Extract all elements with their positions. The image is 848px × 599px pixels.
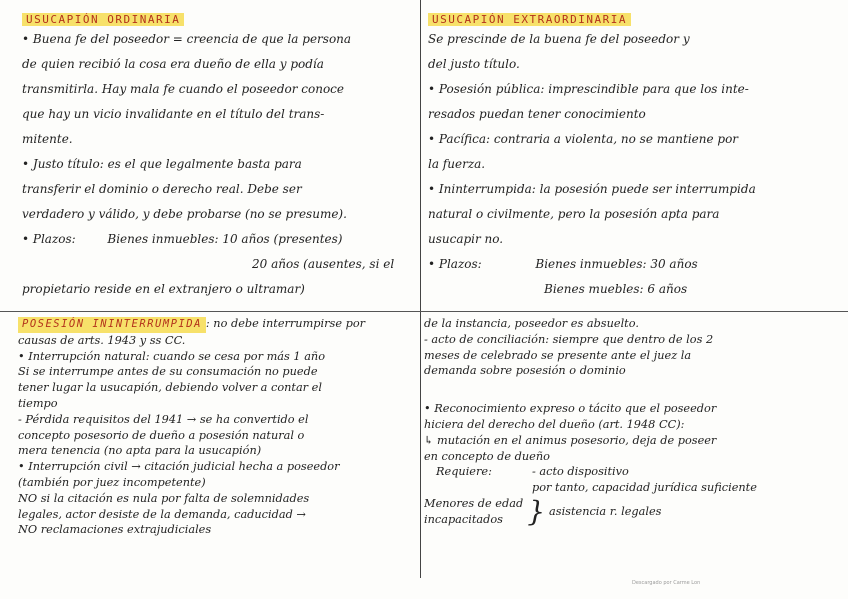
text-line: meses de celebrado se presente ante el juez la: [424, 348, 692, 362]
text-line: transmitirla. Hay mala fe cuando el poseedor conoce: [22, 82, 344, 96]
section-usucapion-extraordinaria: [428, 8, 840, 308]
text-line: verdadero y válido, y debe probarse (no se presume).: [22, 207, 347, 221]
text-line: mitente.: [22, 132, 73, 146]
plazos-value: Bienes inmuebles: 30 años: [535, 257, 698, 271]
text-line: ↳ mutación en el animus posesorio, deja de poseer: [424, 433, 717, 447]
menores-row: [424, 496, 840, 528]
text-line: - acto de conciliación: siempre que dentro de los 2: [424, 332, 714, 346]
requiere-row: [424, 464, 840, 496]
plazos-label: • Plazos:: [22, 232, 76, 246]
plazos-value: Bienes inmuebles: 10 años (presentes): [107, 232, 343, 246]
text-line: • Ininterrumpida: la posesión puede ser interrumpida: [428, 182, 756, 196]
text-line: NO si la citación es nula por falta de solemnidades: [18, 491, 310, 505]
text-line: de la instancia, poseedor es absuelto.: [424, 317, 639, 330]
requiere-item: - acto dispositivo: [532, 465, 629, 479]
text-line: tiempo: [18, 396, 58, 410]
text-line: • Interrupción natural: cuando se cesa por más 1 año: [18, 349, 326, 363]
plazos-value: 20 años (ausentes, si el: [252, 257, 395, 271]
intro-block: [428, 27, 840, 77]
heading-row: [18, 316, 418, 333]
text-line: en concepto de dueño: [424, 449, 550, 463]
menores-list: [424, 496, 523, 528]
text-line: Si se interrumpe antes de su consumación no puede: [18, 365, 318, 379]
pacifica-block: [428, 127, 840, 177]
text-line: (también por juez incompetente): [18, 475, 206, 489]
text-line: NO reclamaciones extrajudiciales: [18, 523, 212, 537]
plazos-row: [22, 227, 418, 252]
requiere-block: [424, 464, 840, 527]
text-line: - Pérdida requisitos del 1941 → se ha convertido el: [18, 412, 309, 426]
text-line: • Reconocimiento expreso o tácito que el poseedor: [424, 402, 717, 416]
text-line: • Buena fe del poseedor = creencia de que la persona: [22, 32, 352, 46]
plazos-label: • Plazos:: [428, 257, 482, 271]
section-title: USUCAPIÓN ORDINARIA: [22, 13, 184, 26]
requiere-label: Requiere:: [436, 465, 492, 479]
text-line: • Interrupción civil → citación judicial hecha a poseedor: [18, 460, 340, 474]
buena-fe-block: [22, 27, 418, 152]
text-line: • Justo título: es el que legalmente basta para: [22, 157, 302, 171]
section-continuacion: [424, 316, 840, 578]
plazos-value: propietario reside en el extranjero o ultramar): [22, 282, 305, 296]
ininterrumpida-block: [428, 177, 840, 252]
text-line: tener lugar la usucapión, debiendo volver a contar el: [18, 381, 322, 395]
download-watermark: Descargado por Carme Lon: [632, 580, 701, 586]
justo-titulo-block: [22, 152, 418, 227]
section-usucapion-ordinaria: [22, 8, 418, 308]
text-line: resados puedan tener conocimiento: [428, 107, 646, 121]
text-line: la fuerza.: [428, 157, 486, 171]
plazos-row: [428, 252, 840, 277]
menores-item: incapacitados: [424, 512, 503, 526]
posesion-block: [18, 316, 418, 538]
publica-block: [428, 77, 840, 127]
text-line: concepto posesorio de dueño a posesión natural o: [18, 428, 305, 442]
plazos-block: [22, 227, 418, 302]
text-line: demanda sobre posesión o dominio: [424, 364, 626, 378]
heading-rest: : no debe interrumpirse por: [205, 317, 366, 330]
text-line: de quien recibió la cosa era dueño de ella y podía: [22, 57, 324, 71]
horizontal-divider: [0, 311, 848, 312]
menores-item: Menores de edad: [424, 496, 524, 510]
reconocimiento-block: [424, 401, 840, 464]
requiere-list: [532, 464, 757, 496]
text-line: mera tenencia (no apta para la usucapión): [18, 444, 262, 458]
text-line: causas de arts. 1943 y ss CC.: [18, 333, 186, 347]
text-line: • Pacífica: contraria a violenta, no se mantiene por: [428, 132, 739, 146]
text-line: Se prescinde de la buena fe del poseedor y: [428, 32, 690, 46]
text-line: usucapir no.: [428, 232, 504, 246]
text-line: transferir el dominio o derecho real. Debe ser: [22, 182, 302, 196]
text-line: que hay un vicio invalidante en el título del trans-: [22, 107, 325, 121]
requiere-item: por tanto, capacidad jurídica suficiente: [532, 481, 757, 495]
section-posesion-ininterrumpida: [18, 316, 418, 578]
continuacion-top-block: [424, 316, 840, 379]
text-line: hiciera del derecho del dueño (art. 1948 CC):: [424, 417, 685, 431]
vertical-divider: [420, 0, 421, 578]
spacer: [424, 379, 840, 401]
section-title: USUCAPIÓN EXTRAORDINARIA: [428, 13, 631, 26]
text-line: del justo título.: [428, 57, 520, 71]
text-line: • Posesión pública: imprescindible para que los inte-: [428, 82, 749, 96]
text-line: natural o civilmente, pero la posesión apta para: [428, 207, 720, 221]
asistencia-text: asistencia r. legales: [549, 504, 662, 518]
plazos-block: [428, 252, 840, 302]
brace-symbol: }: [527, 494, 546, 528]
plazos-value: Bienes muebles: 6 años: [544, 282, 688, 296]
text-line: legales, actor desiste de la demanda, caducidad →: [18, 507, 306, 521]
section-title: POSESIÓN ININTERRUMPIDA: [18, 317, 206, 333]
